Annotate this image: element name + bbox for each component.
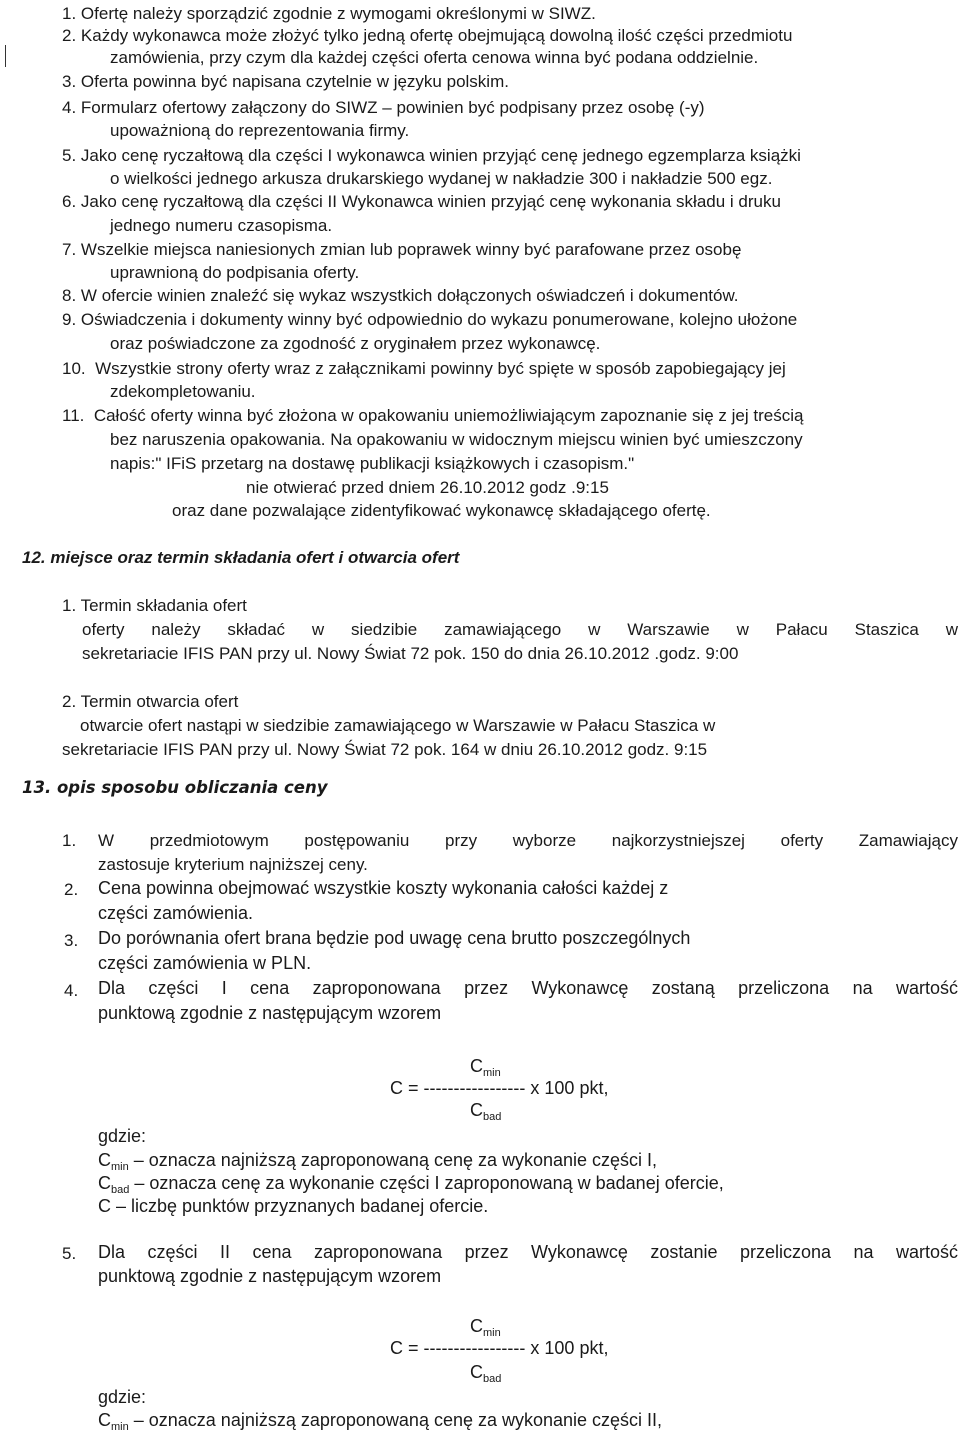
- list-item: 11. Całość oferty winna być złożona w opakowaniu uniemożliwiającym zapoznanie się z jej treścią: [62, 406, 804, 425]
- list-item: 2. Każdy wykonawca może złożyć tylko jedną ofertę obejmującą dowolną ilość części przedmiotu: [62, 26, 793, 45]
- list-item-cont: punktową zgodnie z następującym wzorem: [98, 1003, 442, 1023]
- list-item-cont: bez naruszenia opakowania. Na opakowaniu w widocznym miejscu winien być umieszczony: [110, 430, 803, 449]
- list-item-line: Dla części I cena zaproponowana przez Wykonawcę zostaną przeliczona na wartość: [98, 978, 958, 998]
- legend-line: $C_{bad}$ – oznacza cenę za wykonanie części I zaproponowaną w badanej ofercie,: [98, 1173, 724, 1196]
- list-item: 5. Jako cenę ryczałtową dla części I wykonawca winien przyjąć cenę jednego egzemplarza książki: [62, 146, 801, 165]
- list-item: 7. Wszelkie miejsca naniesionych zmian lub poprawek winny być parafowane przez osobę: [62, 240, 742, 259]
- list-item-line: Do porównania ofert brana będzie pod uwagę cena brutto poszczególnych: [98, 928, 691, 948]
- item-title: 2. Termin otwarcia ofert: [62, 692, 239, 711]
- list-item: 1.: [62, 831, 77, 850]
- formula-equation: C = ----------------- x 100 pkt,: [390, 1338, 609, 1358]
- where-label: gdzie:: [98, 1387, 147, 1407]
- formula-equation: C = ----------------- x 100 pkt,: [390, 1078, 609, 1098]
- list-item: 9. Oświadczenia i dokumenty winny być odpowiednio do wykazu ponumerowane, kolejno ułożone: [62, 310, 798, 329]
- list-item: 2.: [64, 880, 79, 899]
- list-item: 3.: [64, 931, 79, 950]
- item-title: 1. Termin składania ofert: [62, 596, 247, 615]
- list-item-line: Cena powinna obejmować wszystkie koszty wykonania całości każdej z: [98, 878, 669, 898]
- paragraph-line: oferty należy składać w siedzibie zamawiającego w Warszawie w Pałacu Staszica w: [82, 620, 958, 639]
- list-item-cont: oraz poświadczone za zgodność z oryginałem przez wykonawcę.: [110, 334, 601, 353]
- list-item: 3. Oferta powinna być napisana czytelnie w języku polskim.: [62, 72, 509, 91]
- list-item-cont: zamówienia, przy czym dla każdej części oferta cenowa winna być podana oddzielnie.: [110, 48, 759, 67]
- revision-bar: [5, 45, 6, 67]
- list-item: 6. Jako cenę ryczałtową dla części II Wykonawca winien przyjąć cenę wykonania składu i druku: [62, 192, 781, 211]
- where-label: gdzie:: [98, 1126, 147, 1146]
- list-item: 10. Wszystkie strony oferty wraz z załącznikami powinny być spięte w sposób zapobiegający jej: [62, 359, 786, 378]
- list-item-line: Dla części II cena zaproponowana przez Wykonawcę zostanie przeliczona na wartość: [98, 1242, 958, 1262]
- list-item-cont: części zamówienia.: [98, 903, 254, 923]
- list-item: 5.: [62, 1244, 77, 1263]
- list-item-cont: o wielkości jednego arkusza drukarskiego wydanej w nakładzie 300 i nakładzie 500 egz.: [110, 169, 773, 188]
- list-item-cont: części zamówienia w PLN.: [98, 953, 312, 973]
- section-heading: 12. miejsce oraz termin składania ofert i otwarcia ofert: [22, 548, 460, 567]
- legend-line: C – liczbę punktów przyznanych badanej ofercie.: [98, 1196, 489, 1216]
- list-item: 4.: [64, 981, 79, 1000]
- legend-line: $C_{min}$ – oznacza najniższą zaproponowaną cenę za wykonanie części II,: [98, 1410, 663, 1433]
- paragraph-line: otwarcie ofert nastąpi w siedzibie zamawiającego w Warszawie w Pałacu Staszica w: [80, 716, 716, 735]
- list-item: 4. Formularz ofertowy załączony do SIWZ – powinien być podpisany przez osobę (-y): [62, 98, 705, 117]
- list-item-cont: upoważnioną do reprezentowania firmy.: [110, 121, 410, 140]
- list-item-cont: zastosuje kryterium najniższej ceny.: [98, 855, 368, 874]
- formula-denominator: $C_{bad}$: [470, 1100, 502, 1123]
- list-item-line: W przedmiotowym postępowaniu przy wyborze najkorzystniejszej oferty Zamawiający: [98, 831, 958, 850]
- legend-line: $C_{min}$ – oznacza najniższą zaproponowaną cenę za wykonanie części I,: [98, 1150, 658, 1173]
- formula-numerator: $C_{min}$: [470, 1056, 501, 1079]
- formula-denominator: $C_{bad}$: [470, 1362, 502, 1385]
- list-item: 8. W ofercie winien znaleźć się wykaz wszystkich dołączonych oświadczeń i dokumentów.: [62, 286, 739, 305]
- list-item-cont: punktową zgodnie z następującym wzorem: [98, 1266, 442, 1286]
- list-item-cont: zdekompletowaniu.: [110, 382, 256, 401]
- list-item: 1. Ofertę należy sporządzić zgodnie z wymogami określonymi w SIWZ.: [62, 4, 596, 23]
- paragraph-line: sekretariacie IFIS PAN przy ul. Nowy Świat 72 pok. 164 w dniu 26.10.2012 godz. 9:15: [62, 740, 708, 759]
- list-item-cont: uprawnioną do podpisania oferty.: [110, 263, 360, 282]
- list-item-cont: napis:" IFiS przetarg na dostawę publikacji książkowych i czasopism.": [110, 454, 635, 473]
- section-heading: 13. opis sposobu obliczania ceny: [22, 778, 328, 797]
- list-item-cont: oraz dane pozwalające zidentyfikować wykonawcę składającego ofertę.: [172, 501, 711, 520]
- list-item-cont: jednego numeru czasopisma.: [110, 216, 333, 235]
- paragraph-line: sekretariacie IFIS PAN przy ul. Nowy Świat 72 pok. 150 do dnia 26.10.2012 .godz. 9:00: [82, 644, 739, 663]
- formula-numerator: $C_{min}$: [470, 1316, 501, 1339]
- list-item-cont: nie otwierać przed dniem 26.10.2012 godz .9:15: [246, 478, 609, 497]
